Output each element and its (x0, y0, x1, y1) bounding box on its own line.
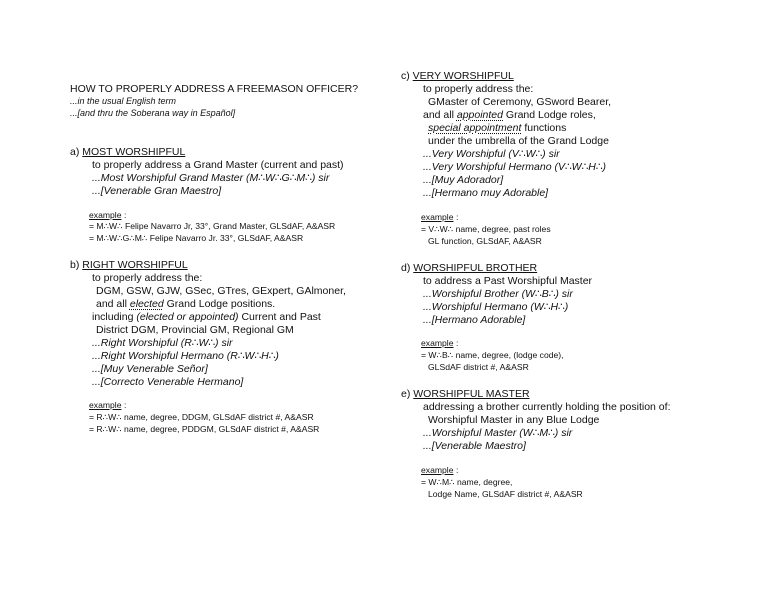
section-c-line3 (423, 110, 596, 121)
section-b-line4 (92, 312, 321, 323)
section-e-heading (401, 389, 530, 400)
section-b-line6: ...Right Worshipful (R∴W∴) sir (92, 337, 233, 349)
section-b-heading (70, 260, 188, 271)
section-b-line3 (96, 299, 275, 310)
section-b-line7: ...Right Worshipful Hermano (R∴W∴H∴) (92, 350, 279, 362)
appointed-word: appointed (456, 109, 503, 121)
section-b-line5: District DGM, Provincial GM, Regional GM (96, 324, 294, 336)
section-e-line3: ...Worshipful Master (W∴M∴) sir (423, 427, 573, 439)
section-c-line4 (428, 123, 566, 134)
text: Grand Lodge positions. (163, 298, 276, 310)
section-a-line1: to properly address a Grand Master (current and past) (92, 159, 344, 171)
section-d-line2: ...Worshipful Brother (W∴B∴) sir (423, 288, 573, 300)
section-d-line3: ...Worshipful Hermano (W∴H∴) (423, 301, 569, 313)
section-b-example2: = R∴W∴ name, degree, PDDGM, GLSdAF district #, A&ASR (89, 424, 320, 434)
section-e-title: WORSHIPFUL MASTER (413, 388, 530, 400)
section-d-example-label: example (421, 338, 454, 348)
elected-word: elected (129, 298, 164, 310)
section-c-line2: GMaster of Ceremony, GSword Bearer, (428, 96, 612, 108)
section-e-line2: Worshipful Master in any Blue Lodge (428, 414, 600, 426)
section-c-line9: ...[Hermano muy Adorable] (423, 187, 549, 199)
section-c-example1: = V∴W∴ name, degree, past roles (421, 224, 551, 234)
section-e-example2: Lodge Name, GLSdAF district #, A&ASR (428, 489, 583, 499)
section-d-letter: d) (401, 262, 411, 274)
section-c-line7: ...Very Worshipful Hermano (V∴W∴H∴) (423, 161, 607, 173)
section-c-title: VERY WORSHIPFUL (412, 70, 514, 82)
section-d-example2: GLSdAF district #, A&ASR (428, 362, 529, 372)
text: functions (521, 122, 567, 134)
section-b-line2: DGM, GSW, GJW, GSec, GTres, GExpert, GAlmoner, (96, 285, 346, 297)
special-appointment: special appointment (428, 122, 522, 134)
section-c-letter: c) (401, 70, 410, 82)
text: and all (96, 298, 130, 310)
section-b-example-label: example (89, 400, 122, 410)
section-a-heading (70, 147, 185, 158)
section-a-example1: = M∴W∴ Felipe Navarro Jr, 33°, Grand Master, GLSdAF, A&ASR (89, 221, 336, 231)
section-c-line8: ...[Muy Adorador] (423, 174, 504, 186)
colon: : (124, 400, 127, 410)
section-a-example-label: example (89, 210, 122, 220)
section-e-example-label: example (421, 465, 454, 475)
section-a-line2: ...Most Worshipful Grand Master (M∴W∴G∴M∴) sir (92, 172, 330, 184)
section-c-line5: under the umbrella of the Grand Lodge (428, 135, 609, 147)
section-e-letter: e) (401, 388, 411, 400)
section-c-heading (401, 71, 514, 82)
colon: : (456, 212, 459, 222)
section-d-line1: to address a Past Worshipful Master (423, 275, 593, 287)
section-a-title: MOST WORSHIPFUL (82, 146, 186, 158)
section-d-heading (401, 263, 537, 274)
section-e-line4: ...[Venerable Maestro] (423, 440, 526, 452)
section-a-example2: = M∴W∴G∴M∴ Felipe Navarro Jr. 33°, GLSdAF, A&ASR (89, 233, 304, 243)
text: Grand Lodge roles, (503, 109, 596, 121)
section-c-line1: to properly address the: (423, 83, 534, 95)
section-c-example-label: example (421, 212, 454, 222)
section-b-example1: = R∴W∴ name, degree, DDGM, GLSdAF district #, A&ASR (89, 412, 314, 422)
section-e-line1: addressing a brother currently holding the position of: (423, 401, 671, 413)
section-e-example1: = W∴M∴ name, degree, (421, 477, 513, 487)
text: Current and Past (238, 311, 321, 323)
colon: : (124, 210, 127, 220)
section-b-line1: to properly address the: (92, 272, 203, 284)
section-a-letter: a) (70, 146, 80, 158)
colon: : (456, 338, 459, 348)
section-b-line9: ...[Correcto Venerable Hermano] (92, 376, 244, 388)
section-b-title: RIGHT WORSHIPFUL (82, 259, 188, 271)
text: including (92, 311, 137, 323)
subtitle-english: ...in the usual English term (70, 96, 177, 106)
colon: : (456, 465, 459, 475)
section-b-line8: ...[Muy Venerable Señor] (92, 363, 208, 375)
elected-or-appointed: (elected or appointed) (136, 311, 239, 323)
subtitle-espanol: ...[and thru the Soberana way in Español] (70, 108, 236, 118)
section-c-example2: GL function, GLSdAF, A&ASR (428, 236, 542, 246)
section-c-line6: ...Very Worshipful (V∴W∴) sir (423, 148, 560, 160)
section-d-line4: ...[Hermano Adorable] (423, 314, 526, 326)
section-d-example1: = W∴B∴ name, degree, (lodge code), (421, 350, 564, 360)
section-b-letter: b) (70, 259, 80, 271)
section-a-line3: ...[Venerable Gran Maestro] (92, 185, 222, 197)
section-d-title: WORSHIPFUL BROTHER (413, 262, 538, 274)
text: and all (423, 109, 457, 121)
page-title: HOW TO PROPERLY ADDRESS A FREEMASON OFFICER? (70, 83, 359, 95)
